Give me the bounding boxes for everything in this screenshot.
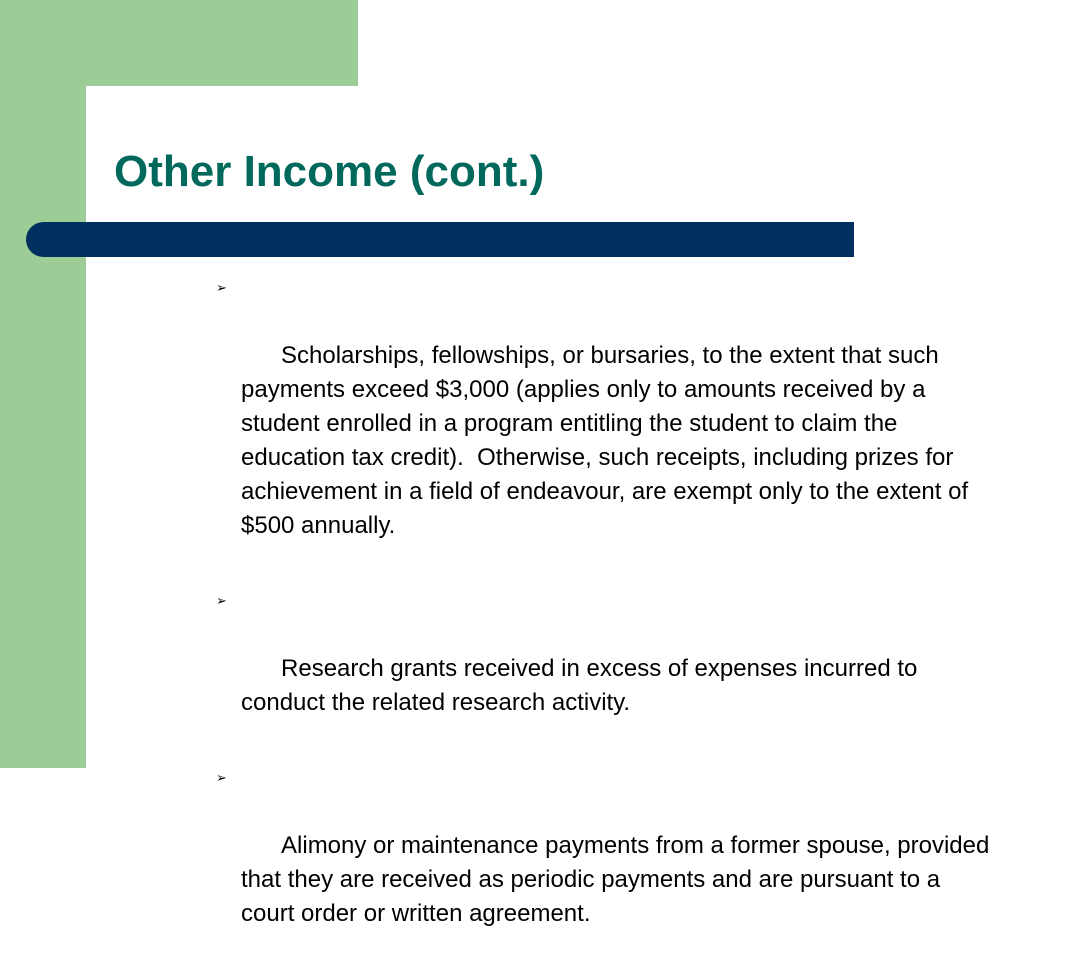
arrow-bullet-icon: ➢ xyxy=(216,281,227,296)
bullet-item xyxy=(216,584,996,754)
bullet-list xyxy=(216,271,996,972)
bullet-item xyxy=(216,271,996,577)
title-underline-bar xyxy=(26,222,854,257)
bullet-text: Alimony or maintenance payments from a former spouse, provided that they are received as periodic payments and are pursuant to a court order or written agreement. xyxy=(241,832,997,927)
green-top-band xyxy=(0,0,358,86)
bullet-text: Research grants received in excess of expenses incurred to conduct the related research activity. xyxy=(241,655,925,716)
green-left-band xyxy=(0,0,86,768)
arrow-bullet-icon: ➢ xyxy=(216,771,227,786)
slide-title: Other Income (cont.) xyxy=(114,147,545,196)
bullet-text: Scholarships, fellowships, or bursaries, to the extent that such payments exceed $3,000 (applies only to amounts received by a student enrolled in a program entitling the student to claim the education tax credit). Otherwise, such receipts, including prizes for achievement in a field of endeavour, are exempt only to the extent of $500 annually. xyxy=(241,342,975,539)
bullet-item xyxy=(216,761,996,965)
arrow-bullet-icon: ➢ xyxy=(216,594,227,609)
